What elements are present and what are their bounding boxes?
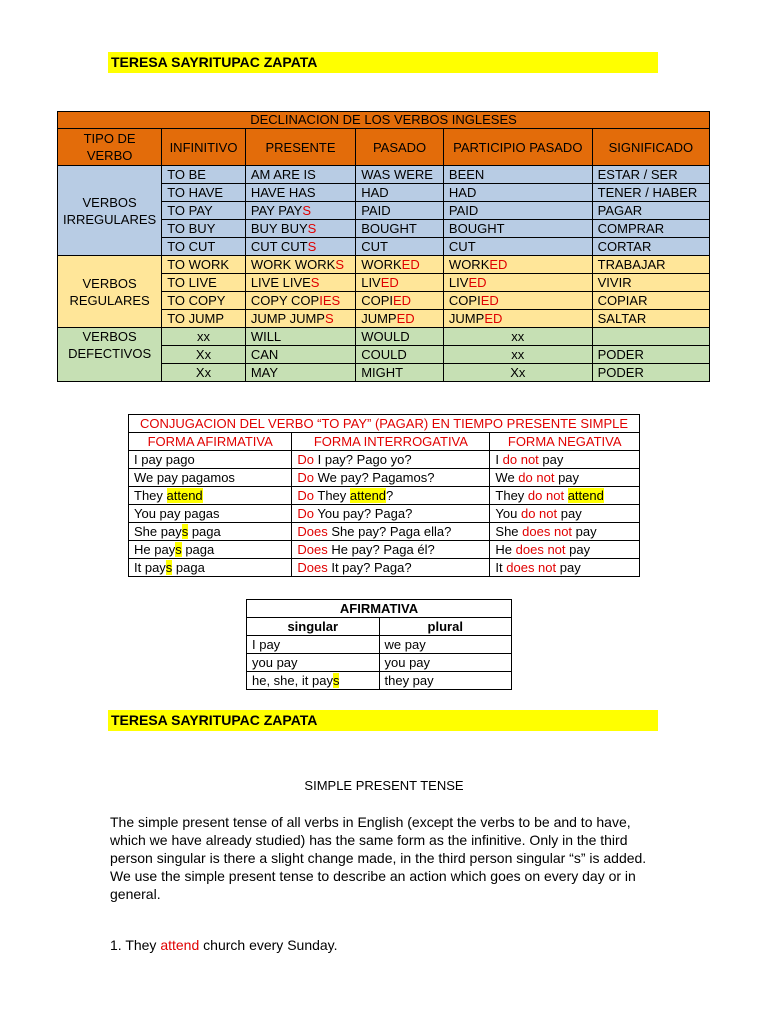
cell: SALTAR [592,310,709,328]
cell: I do not pay [490,451,640,469]
cell: xx [443,328,592,346]
cell: It does not pay [490,559,640,577]
cell: They do not attend [490,487,640,505]
header-singular: singular [247,618,380,636]
table-row [129,451,640,469]
cell: I pay [247,636,380,654]
cell: She pays paga [129,523,292,541]
table-title: CONJUGACION DEL VERBO “TO PAY” (PAGAR) EN TIEMPO PRESENTE SIMPLE [129,415,640,433]
cell: Do I pay? Pago yo? [292,451,490,469]
cell: TO WORK [162,256,246,274]
cell: TO HAVE [162,184,246,202]
cell: It pays paga [129,559,292,577]
cell: ESTAR / SER [592,166,709,184]
cell: BOUGHT [443,220,592,238]
cell: HAD [443,184,592,202]
cell: we pay [379,636,512,654]
cell: Do They attend? [292,487,490,505]
cell: MIGHT [356,364,444,382]
cell: CUT [356,238,444,256]
cell: WORK WORKS [245,256,355,274]
table-row [129,541,640,559]
verb-declension-table [57,111,710,382]
cell: BEEN [443,166,592,184]
author-banner-top: TERESA SAYRITUPAC ZAPATA [108,52,658,73]
header-affirmative: FORMA AFIRMATIVA [129,433,292,451]
cell: TENER / HABER [592,184,709,202]
cell: COPIED [356,292,444,310]
cell: TO BUY [162,220,246,238]
cell: VIVIR [592,274,709,292]
header-past-participle: PARTICIPIO PASADO [443,129,592,166]
cell: TRABAJAR [592,256,709,274]
cell: COMPRAR [592,220,709,238]
cell: He pays paga [129,541,292,559]
cell: Do We pay? Pagamos? [292,469,490,487]
cell: TO COPY [162,292,246,310]
cell: Xx [162,364,246,382]
cell: they pay [379,672,512,690]
cell: You pay pagas [129,505,292,523]
header-plural: plural [379,618,512,636]
cell: CORTAR [592,238,709,256]
table-row [129,487,640,505]
cell: LIVED [443,274,592,292]
cell: TO PAY [162,202,246,220]
cell: They attend [129,487,292,505]
cell: WAS WERE [356,166,444,184]
cell: Does It pay? Paga? [292,559,490,577]
group-regular: VERBOS REGULARES [58,256,162,328]
cell: She does not pay [490,523,640,541]
example-sentence: 1. They attend church every Sunday. [110,937,338,953]
cell: PAID [443,202,592,220]
table-row [247,654,512,672]
cell: BUY BUYS [245,220,355,238]
table-row [129,559,640,577]
table-title: DECLINACION DE LOS VERBOS INGLESES [58,112,710,129]
cell: COPY COPIES [245,292,355,310]
header-infinitive: INFINITIVO [162,129,246,166]
cell: HAD [356,184,444,202]
cell: JUMPED [356,310,444,328]
table-title: AFIRMATIVA [247,600,512,618]
cell: You do not pay [490,505,640,523]
cell: We do not pay [490,469,640,487]
cell: he, she, it pays [247,672,380,690]
cell: HAVE HAS [245,184,355,202]
cell: xx [162,328,246,346]
table-row [247,636,512,654]
table-row [129,523,640,541]
cell: PODER [592,364,709,382]
cell: PAY PAYS [245,202,355,220]
cell: AM ARE IS [245,166,355,184]
cell: JUMP JUMPS [245,310,355,328]
cell: COPIAR [592,292,709,310]
cell: Xx [443,364,592,382]
header-verb-type: TIPO DE VERBO [58,129,162,166]
header-negative: FORMA NEGATIVA [490,433,640,451]
affirmative-table [246,599,512,690]
cell: WORKED [356,256,444,274]
table-row [58,166,710,184]
cell: BOUGHT [356,220,444,238]
cell: LIVE LIVES [245,274,355,292]
cell: you pay [247,654,380,672]
cell: CAN [245,346,355,364]
cell: Do You pay? Paga? [292,505,490,523]
cell: xx [443,346,592,364]
header-present: PRESENTE [245,129,355,166]
table-row [129,469,640,487]
cell: TO LIVE [162,274,246,292]
cell: TO CUT [162,238,246,256]
group-defective: VERBOS DEFECTIVOS [58,328,162,382]
header-past: PASADO [356,129,444,166]
cell: Xx [162,346,246,364]
section-title: SIMPLE PRESENT TENSE [304,778,464,793]
cell: JUMPED [443,310,592,328]
cell: He does not pay [490,541,640,559]
cell: TO JUMP [162,310,246,328]
cell: We pay pagamos [129,469,292,487]
group-irregular: VERBOS IRREGULARES [58,166,162,256]
explanation-paragraph: The simple present tense of all verbs in English (except the verbs to be and to have, which we have already studied) has the same form as the infinitive. Only in the third person singular is there a slight change made, in the third person singular “s” is added. We use the simple present tense to describe an action which goes on every day or in general. [110,814,647,902]
cell: CUT [443,238,592,256]
cell [592,328,709,346]
header-meaning: SIGNIFICADO [592,129,709,166]
cell: MAY [245,364,355,382]
table-row [58,328,710,346]
cell: PODER [592,346,709,364]
cell: I pay pago [129,451,292,469]
cell: WOULD [356,328,444,346]
cell: COULD [356,346,444,364]
table-row [247,672,512,690]
header-interrogative: FORMA INTERROGATIVA [292,433,490,451]
cell: Does She pay? Paga ella? [292,523,490,541]
table-row [129,505,640,523]
cell: TO BE [162,166,246,184]
conjugation-table [128,414,640,577]
table-row [58,256,710,274]
author-banner-bottom: TERESA SAYRITUPAC ZAPATA [108,710,658,731]
cell: LIVED [356,274,444,292]
cell: PAID [356,202,444,220]
cell: Does He pay? Paga él? [292,541,490,559]
cell: COPIED [443,292,592,310]
cell: PAGAR [592,202,709,220]
cell: WILL [245,328,355,346]
cell: CUT CUTS [245,238,355,256]
cell: you pay [379,654,512,672]
cell: WORKED [443,256,592,274]
